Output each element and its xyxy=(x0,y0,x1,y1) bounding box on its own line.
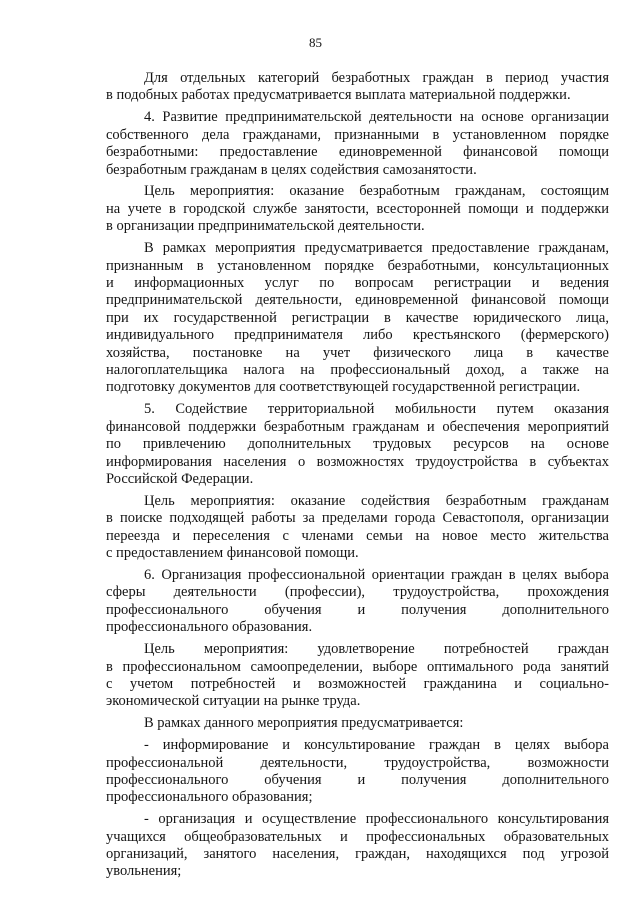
text-line: 4. Развитие предпринимательской деятельности на основе организации xyxy=(144,109,609,126)
text-line: Цель мероприятия: оказание содействия безработным гражданам xyxy=(144,492,609,509)
text-line: - информирование и консультирование граждан в целях выбора xyxy=(144,737,609,754)
text-line: при их государственной регистрации в качестве юридического лица, xyxy=(106,309,609,326)
text-line: профессионального образования; xyxy=(106,789,313,806)
text-line: профессионального обучения и получения дополнительного xyxy=(106,601,609,618)
text-line: с предоставлением финансовой помощи. xyxy=(106,545,359,562)
text-line: Цель мероприятия: оказание безработным гражданам, состоящим xyxy=(144,183,609,200)
paragraph xyxy=(106,493,609,563)
text-line: информирования населения о возможностях трудоустройства в субъектах xyxy=(106,453,609,470)
paragraph xyxy=(106,401,609,488)
text-line: по привлечению дополнительных трудовых ресурсов на основе xyxy=(106,436,609,453)
text-line: в подобных работах предусматривается выплата материальной поддержки. xyxy=(106,87,571,104)
text-line: В рамках мероприятия предусматривается предоставление гражданам, xyxy=(144,240,609,257)
text-line: профессиональной деятельности, трудоустройства, возможности xyxy=(106,754,609,771)
text-line: хозяйства, постановке на учет физического лица в качестве xyxy=(106,344,609,361)
text-line: в организации предпринимательской деятельности. xyxy=(106,218,425,235)
text-line: Цель мероприятия: удовлетворение потребностей граждан xyxy=(144,641,609,658)
paragraph xyxy=(106,641,609,711)
text-line: с учетом потребностей и возможностей гражданина и социально- xyxy=(106,675,609,692)
text-line: безработным гражданам в целях содействия самозанятости. xyxy=(106,161,477,178)
page-number: 85 xyxy=(309,35,322,50)
text-line: предпринимательской деятельности, единовременной финансовой помощи xyxy=(106,292,609,309)
text-line: финансовой поддержки безработным гражданам и обеспечения мероприятий xyxy=(106,418,609,435)
text-line: Для отдельных категорий безработных граждан в период участия xyxy=(144,70,609,86)
text-line: на учете в городской службе занятости, всесторонней помощи и поддержки xyxy=(106,200,609,217)
text-line: - организация и осуществление профессионального консультирования xyxy=(144,811,609,828)
text-line: 6. Организация профессиональной ориентации граждан в целях выбора xyxy=(144,566,609,583)
text-line: собственного дела гражданами, признанными в установленном порядке xyxy=(106,126,609,143)
text-line: переезда и переселения с членами семьи на новое место жительства xyxy=(106,527,609,544)
text-line: налогоплательщика налога на профессиональный доход, а также на xyxy=(106,362,609,378)
text-line: в поиске подходящей работы за пределами города Севастополя, организации xyxy=(106,510,609,527)
paragraph xyxy=(106,240,609,397)
text-line: признанным в установленном порядке безработными, консультационных xyxy=(106,257,609,274)
paragraph xyxy=(106,737,609,807)
text-line: экономической ситуации на рынке труда. xyxy=(106,693,361,710)
text-line: учащихся общеобразовательных и профессиональных образовательных xyxy=(106,828,609,845)
paragraph xyxy=(106,567,609,637)
text-line: индивидуального предпринимателя либо крестьянского (фермерского) xyxy=(106,327,609,344)
text-line: 5. Содействие территориальной мобильности путем оказания xyxy=(144,401,609,418)
text-line: и информационных услуг по вопросам регистрации и ведения xyxy=(106,274,609,291)
paragraph xyxy=(106,183,609,235)
text-line: профессионального образования. xyxy=(106,619,313,636)
text-line: сферы деятельности (профессии), трудоустройства, прохождения xyxy=(106,584,609,601)
paragraph xyxy=(106,715,609,732)
text-line: организаций, занятого населения, граждан, находящихся под угрозой xyxy=(106,846,609,863)
paragraph xyxy=(106,70,609,105)
text-line: безработными: предоставление единовременной финансовой помощи xyxy=(106,144,609,161)
text-line: увольнения; xyxy=(106,863,182,880)
document-body xyxy=(106,70,609,885)
text-line: подготовку документов для соответствующей государственной регистрации. xyxy=(106,379,581,396)
text-line: В рамках данного мероприятия предусматривается: xyxy=(144,715,464,732)
paragraph xyxy=(106,109,609,179)
text-line: Российской Федерации. xyxy=(106,470,254,487)
text-line: профессионального обучения и получения дополнительного xyxy=(106,771,609,788)
paragraph xyxy=(106,811,609,881)
text-line: в профессиональном самоопределении, выборе оптимального рода занятий xyxy=(106,658,609,675)
